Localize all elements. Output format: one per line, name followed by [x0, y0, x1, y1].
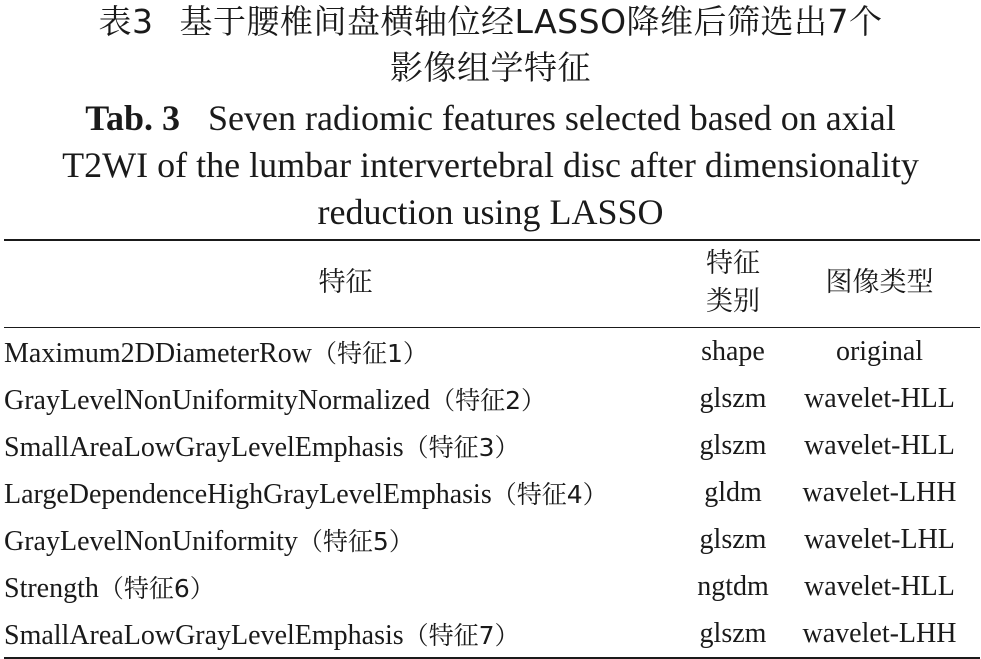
feature-tag: （特征1）: [311, 338, 428, 368]
feature-cell: [4, 328, 687, 376]
feature-name: SmallAreaLowGrayLevelEmphasis: [4, 619, 404, 651]
header-category: [687, 240, 779, 328]
table-row: [4, 610, 980, 658]
feature-tag: （特征3）: [403, 432, 520, 462]
feature-cell: [4, 610, 687, 658]
caption-en-line1: [0, 95, 981, 141]
feature-name: GrayLevelNonUniformity: [4, 525, 298, 557]
feature-name: Strength: [4, 572, 99, 604]
feature-cell: [4, 469, 687, 516]
caption-en-line2: T2WI of the lumbar intervertebral disc after dimensionality: [62, 145, 919, 185]
image-type-cell: wavelet-LHH: [802, 617, 957, 649]
caption-zh-line1: [0, 0, 981, 44]
feature-tag: （特征5）: [297, 526, 414, 556]
caption-zh-line2: 影像组学特征: [390, 48, 591, 87]
caption-zh-label: 表3: [98, 2, 154, 41]
feature-cell: [4, 516, 687, 563]
caption-zh-text: 基于腰椎间盘横轴位经LASSO降维后筛选出7个: [179, 2, 883, 41]
feature-tag: （特征7）: [403, 620, 520, 650]
header-category-line1: 特征: [706, 248, 760, 279]
features-table: [4, 239, 980, 659]
category-cell: glszm: [699, 617, 767, 649]
table-row: [4, 422, 980, 469]
image-type-cell: wavelet-LHH: [802, 476, 957, 508]
feature-cell: [4, 563, 687, 610]
image-type-cell: original: [835, 335, 924, 367]
caption-en-label: Tab. 3: [85, 98, 180, 138]
caption-en-line3: reduction using LASSO: [317, 192, 664, 232]
header-image-type: 图像类型: [825, 267, 934, 298]
feature-name: LargeDependenceHighGrayLevelEmphasis: [4, 478, 492, 510]
feature-tag: （特征4）: [491, 479, 608, 509]
feature-cell: [4, 375, 687, 422]
category-cell: ngtdm: [697, 570, 769, 602]
image-type-cell: wavelet-LHL: [804, 523, 955, 555]
feature-name: Maximum2DDiameterRow: [4, 337, 312, 369]
image-type-cell: wavelet-HLL: [804, 429, 955, 461]
image-type-cell: wavelet-HLL: [804, 570, 955, 602]
feature-name: GrayLevelNonUniformityNormalized: [4, 384, 431, 416]
table-row: [4, 469, 980, 516]
table-row: [4, 375, 980, 422]
table-row: [4, 516, 980, 563]
category-cell: glszm: [699, 523, 767, 555]
category-cell: shape: [701, 335, 765, 367]
caption-en-text: Seven radiomic features selected based on axial: [208, 98, 896, 138]
category-cell: glszm: [699, 429, 767, 461]
table-row: [4, 563, 980, 610]
header-category-line2: 类别: [706, 286, 760, 317]
feature-tag: （特征2）: [430, 385, 546, 415]
feature-name: SmallAreaLowGrayLevelEmphasis: [4, 431, 404, 463]
feature-cell: [4, 422, 687, 469]
table-row: [4, 328, 980, 376]
category-cell: glszm: [699, 382, 767, 414]
image-type-cell: wavelet-HLL: [804, 382, 955, 414]
feature-tag: （特征6）: [98, 573, 215, 603]
category-cell: gldm: [704, 476, 762, 508]
header-feature: 特征: [318, 267, 373, 298]
table-header-row: [4, 240, 980, 328]
